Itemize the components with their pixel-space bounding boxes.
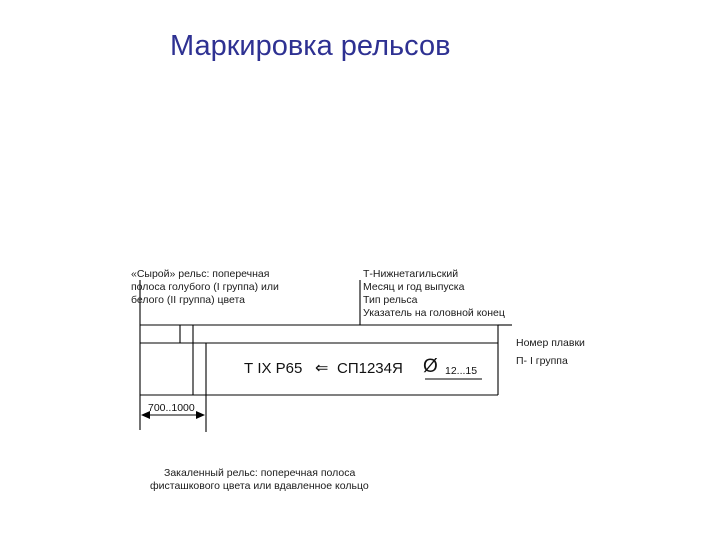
heat-number-label: Номер плавки (516, 337, 585, 349)
dimension-arrow-right (196, 411, 205, 419)
hardened-rail-line-2: фисташкового цвета или вдавленное кольцо (150, 480, 369, 492)
plant-info-line-3: Тип рельса (363, 294, 418, 306)
plant-info-line-4: Указатель на головной конец (363, 307, 505, 319)
group-label: П- I группа (516, 355, 568, 367)
head-direction-arrow-icon: ⇐ (315, 360, 329, 377)
raw-rail-note (131, 268, 279, 307)
plant-info-line-2: Месяц и год выпуска (363, 281, 465, 293)
hardened-rail-note (150, 467, 369, 493)
raw-rail-line-3: белого (II группа) цвета (131, 294, 245, 306)
raw-rail-line-2: полоса голубого (I группа) или (131, 281, 279, 293)
slide-title: Маркировка рельсов (170, 30, 451, 62)
plant-info-line-1: Т-Нижнетагильский (363, 268, 459, 280)
marking-left-text: Т IX Р65 (244, 360, 303, 377)
dimension-label: 700..1000 (148, 402, 195, 414)
raw-rail-line-1: «Сырой» рельс: поперечная (131, 268, 270, 280)
diameter-icon: Ø (423, 356, 438, 377)
size-range-label: 12...15 (445, 365, 478, 377)
hardened-rail-line-1: Закаленный рельс: поперечная полоса (164, 467, 356, 479)
plant-info-note (363, 268, 505, 320)
marking-right-text: СП1234Я (337, 360, 403, 377)
